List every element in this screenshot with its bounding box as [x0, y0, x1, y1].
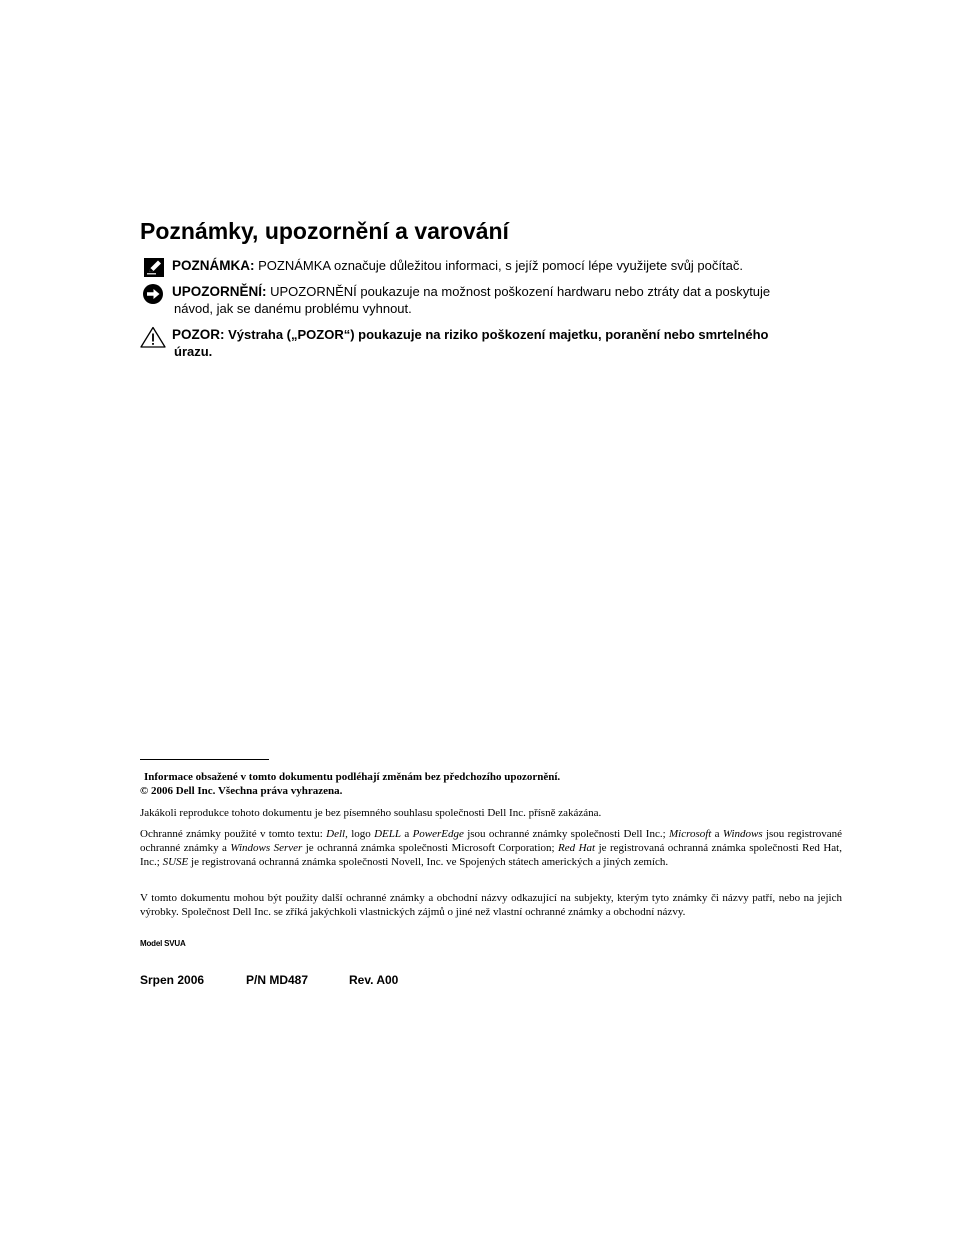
caution-text-line2: návod, jak se danému problému vyhnout.: [174, 301, 412, 316]
part-number: P/N MD487: [246, 973, 309, 987]
caution-label: UPOZORNĚNÍ:: [172, 284, 267, 299]
trademark-name: SUSE: [162, 856, 189, 868]
arrow-caution-icon: [140, 283, 166, 305]
trademark-name: DELL: [374, 828, 402, 840]
trademark-name: Microsoft: [668, 828, 712, 840]
model-number: Model SVUA: [140, 939, 186, 948]
warning-notice: [140, 326, 840, 366]
trademark-name: Red Hat: [558, 842, 596, 854]
warning-text-line2: úrazu.: [174, 344, 213, 359]
publication-date: Srpen 2006: [140, 973, 205, 987]
trademarks-text: jsou ochranné známky společnosti Dell Inc.;: [463, 828, 669, 840]
change-notice: Informace obsažené v tomto dokumentu podléhají změnám bez předchozího upozornění.: [144, 771, 561, 783]
warning-label: POZOR:: [172, 327, 225, 342]
trademarks-text: a: [711, 828, 723, 840]
page-heading: Poznámky, upozornění a varování: [140, 218, 509, 244]
pencil-note-icon: [140, 257, 166, 279]
note-notice: [140, 257, 840, 279]
trademark-name: Windows: [722, 828, 763, 840]
footnote-divider: [140, 759, 269, 760]
trademarks-text: je registrovaná ochranná známka společnosti Novell, Inc. ve Spojených státech amerických a jiných zemích.: [188, 856, 669, 868]
copyright-line: © 2006 Dell Inc. Všechna práva vyhrazena.: [140, 785, 343, 797]
trademark-name: Windows Server: [230, 842, 303, 854]
trademarks-text: a: [401, 828, 413, 840]
change-notice-block: [140, 770, 842, 798]
trademarks-text: je registrovaná ochranná známka společnosti Red Hat, Inc.;: [140, 842, 842, 868]
revision-number: Rev. A00: [349, 973, 399, 987]
trademark-name: Dell: [326, 828, 346, 840]
trademarks-text: jsou registrované ochranné známky a: [140, 828, 842, 854]
reproduction-notice: Jakákoli reprodukce tohoto dokumentu je bez písemného souhlasu společnosti Dell Inc. přísně zakázána.: [140, 807, 602, 819]
caution-notice: [140, 283, 840, 323]
warning-text-line1: Výstraha („POZOR“) poukazuje na riziko poškození majetku, poranění nebo smrtelného: [228, 327, 769, 342]
caution-text-line1: UPOZORNĚNÍ poukazuje na možnost poškození hardwaru nebo ztráty dat a poskytuje: [270, 284, 771, 299]
note-label: POZNÁMKA:: [172, 258, 255, 273]
trademark-name: PowerEdge: [412, 828, 464, 840]
trademarks-notice: [140, 827, 842, 869]
trademarks-text: Ochranné známky použité v tomto textu:: [140, 828, 327, 840]
trademarks-text: je ochranná známka společnosti Microsoft Corporation;: [302, 842, 559, 854]
trademarks-text: , logo: [345, 828, 375, 840]
note-text: POZNÁMKA označuje důležitou informaci, s jejíž pomocí lépe využijete svůj počítač.: [258, 258, 743, 273]
other-trademarks-notice: V tomto dokumentu mohou být použity další ochranné známky a obchodní názvy odkazující na subjekty, kterým tyto známky či názvy patří, nebo na jejich výrobky. Společnost Dell Inc. se zříká jakýchkoli vlastnických zájmů o jiné než vlastní ochranné známky a obchodní názvy.: [140, 892, 842, 918]
warning-triangle-icon: [140, 326, 166, 348]
